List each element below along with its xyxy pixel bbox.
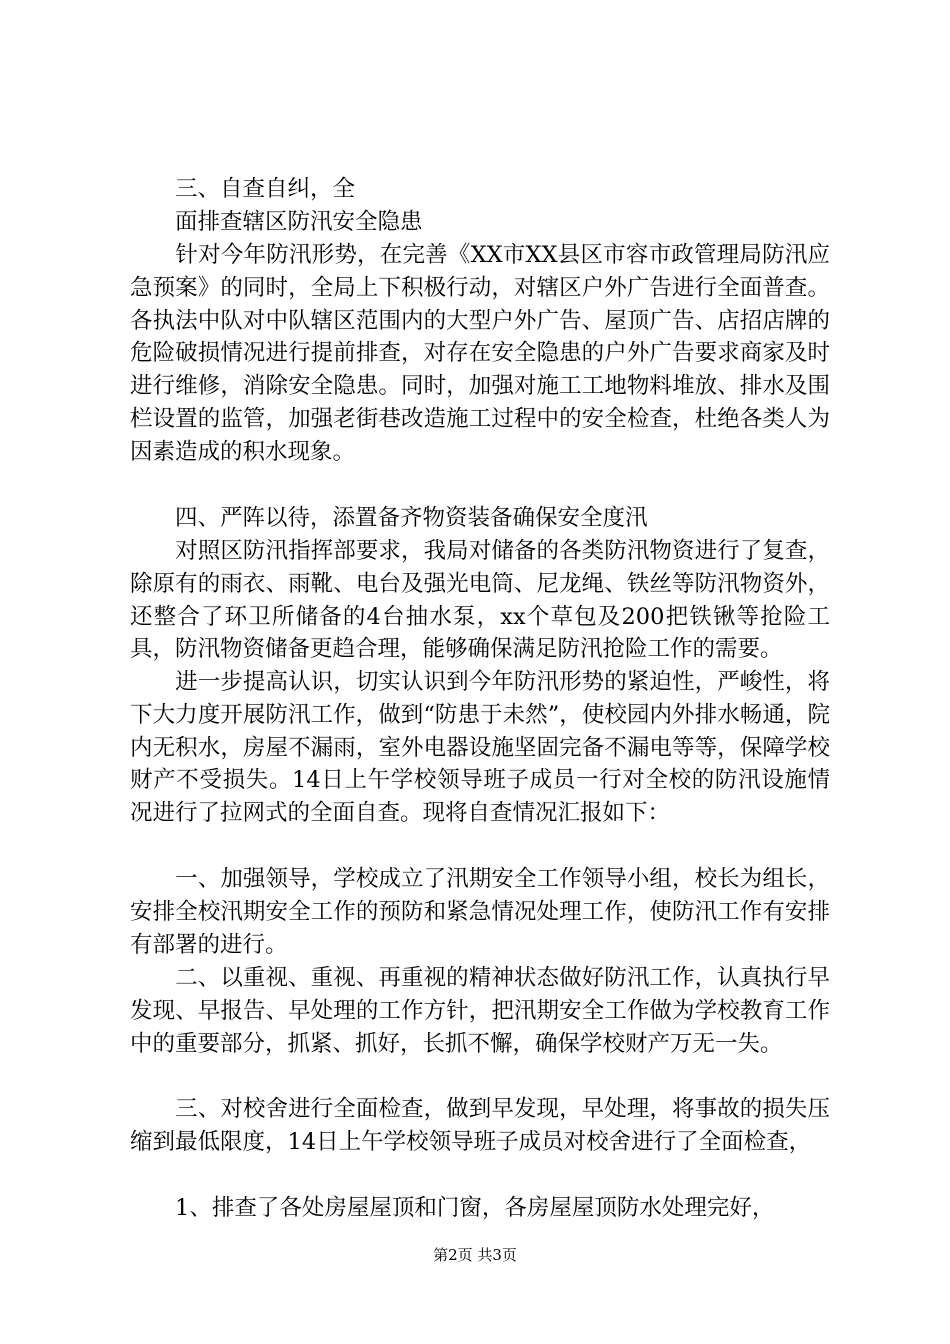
- paragraph-item-3: 三、对校舍进行全面检查，做到早发现，早处理，将事故的损失压缩到最低限度，14日上午学校领导班子成员对校舍进行了全面检查，: [130, 1096, 830, 1155]
- paragraph-subitem-1: 1、排查了各处房屋屋顶和门窗，各房屋屋顶防水处理完好，: [130, 1195, 775, 1221]
- page-number-footer: 第2页 共3页: [433, 1246, 517, 1264]
- paragraph-body-3: 进一步提高认识，切实认识到今年防汛形势的紧迫性，严峻性，将下大力度开展防汛工作，做到“防患于未然”，使校园内外排水畅通，院内无积水，房屋不漏雨，室外电器设施坚固完备不漏电等等，保障学校财产不受损失。14日上午学校领导班子成员一行对全校的防汛设施情况进行了拉网式的全面自查。现将自查情况汇报如下：: [130, 669, 830, 827]
- paragraph-heading-3-cont: 面排查辖区防汛安全隐患: [130, 209, 423, 235]
- paragraph-item-1: 一、加强领导，学校成立了汛期安全工作领导小组，校长为组长，安排全校汛期安全工作的预防和紧急情况处理工作，使防汛工作有安排有部署的进行。: [130, 866, 830, 958]
- paragraph-body-1: 针对今年防汛形势，在完善《XX市XX县区市容市政管理局防汛应急预案》的同时，全局上下积极行动，对辖区户外广告进行全面普查。各执法中队对中队辖区范围内的大型户外广告、屋顶广告、店招店牌的危险破损情况进行提前排查，对存在安全隐患的户外广告要求商家及时进行维修，消除安全隐患。同时，加强对施工工地物料堆放、排水及围栏设置的监管，加强老街巷改造施工过程中的安全检查，杜绝各类人为因素造成的积水现象。: [130, 242, 830, 465]
- paragraph-item-2: 二、以重视、重视、再重视的精神状态做好防汛工作，认真执行早发现、早报告、早处理的工作方针，把汛期安全工作做为学校教育工作中的重要部分，抓紧、抓好，长抓不懈，确保学校财产万无一失。: [130, 965, 830, 1057]
- paragraph-body-2: 对照区防汛指挥部要求，我局对储备的各类防汛物资进行了复查，除原有的雨衣、雨靴、电台及强光电筒、尼龙绳、铁丝等防汛物资外，还整合了环卫所储备的4台抽水泵，xx个草包及200把铁锹等抢险工具，防汛物资储备更趋合理，能够确保满足防汛抢险工作的需要。: [130, 538, 830, 663]
- paragraph-heading-4: 四、严阵以待，添置备齐物资装备确保安全度汛: [130, 505, 648, 531]
- paragraph-heading-3: 三、自查自纠，全: [130, 176, 356, 202]
